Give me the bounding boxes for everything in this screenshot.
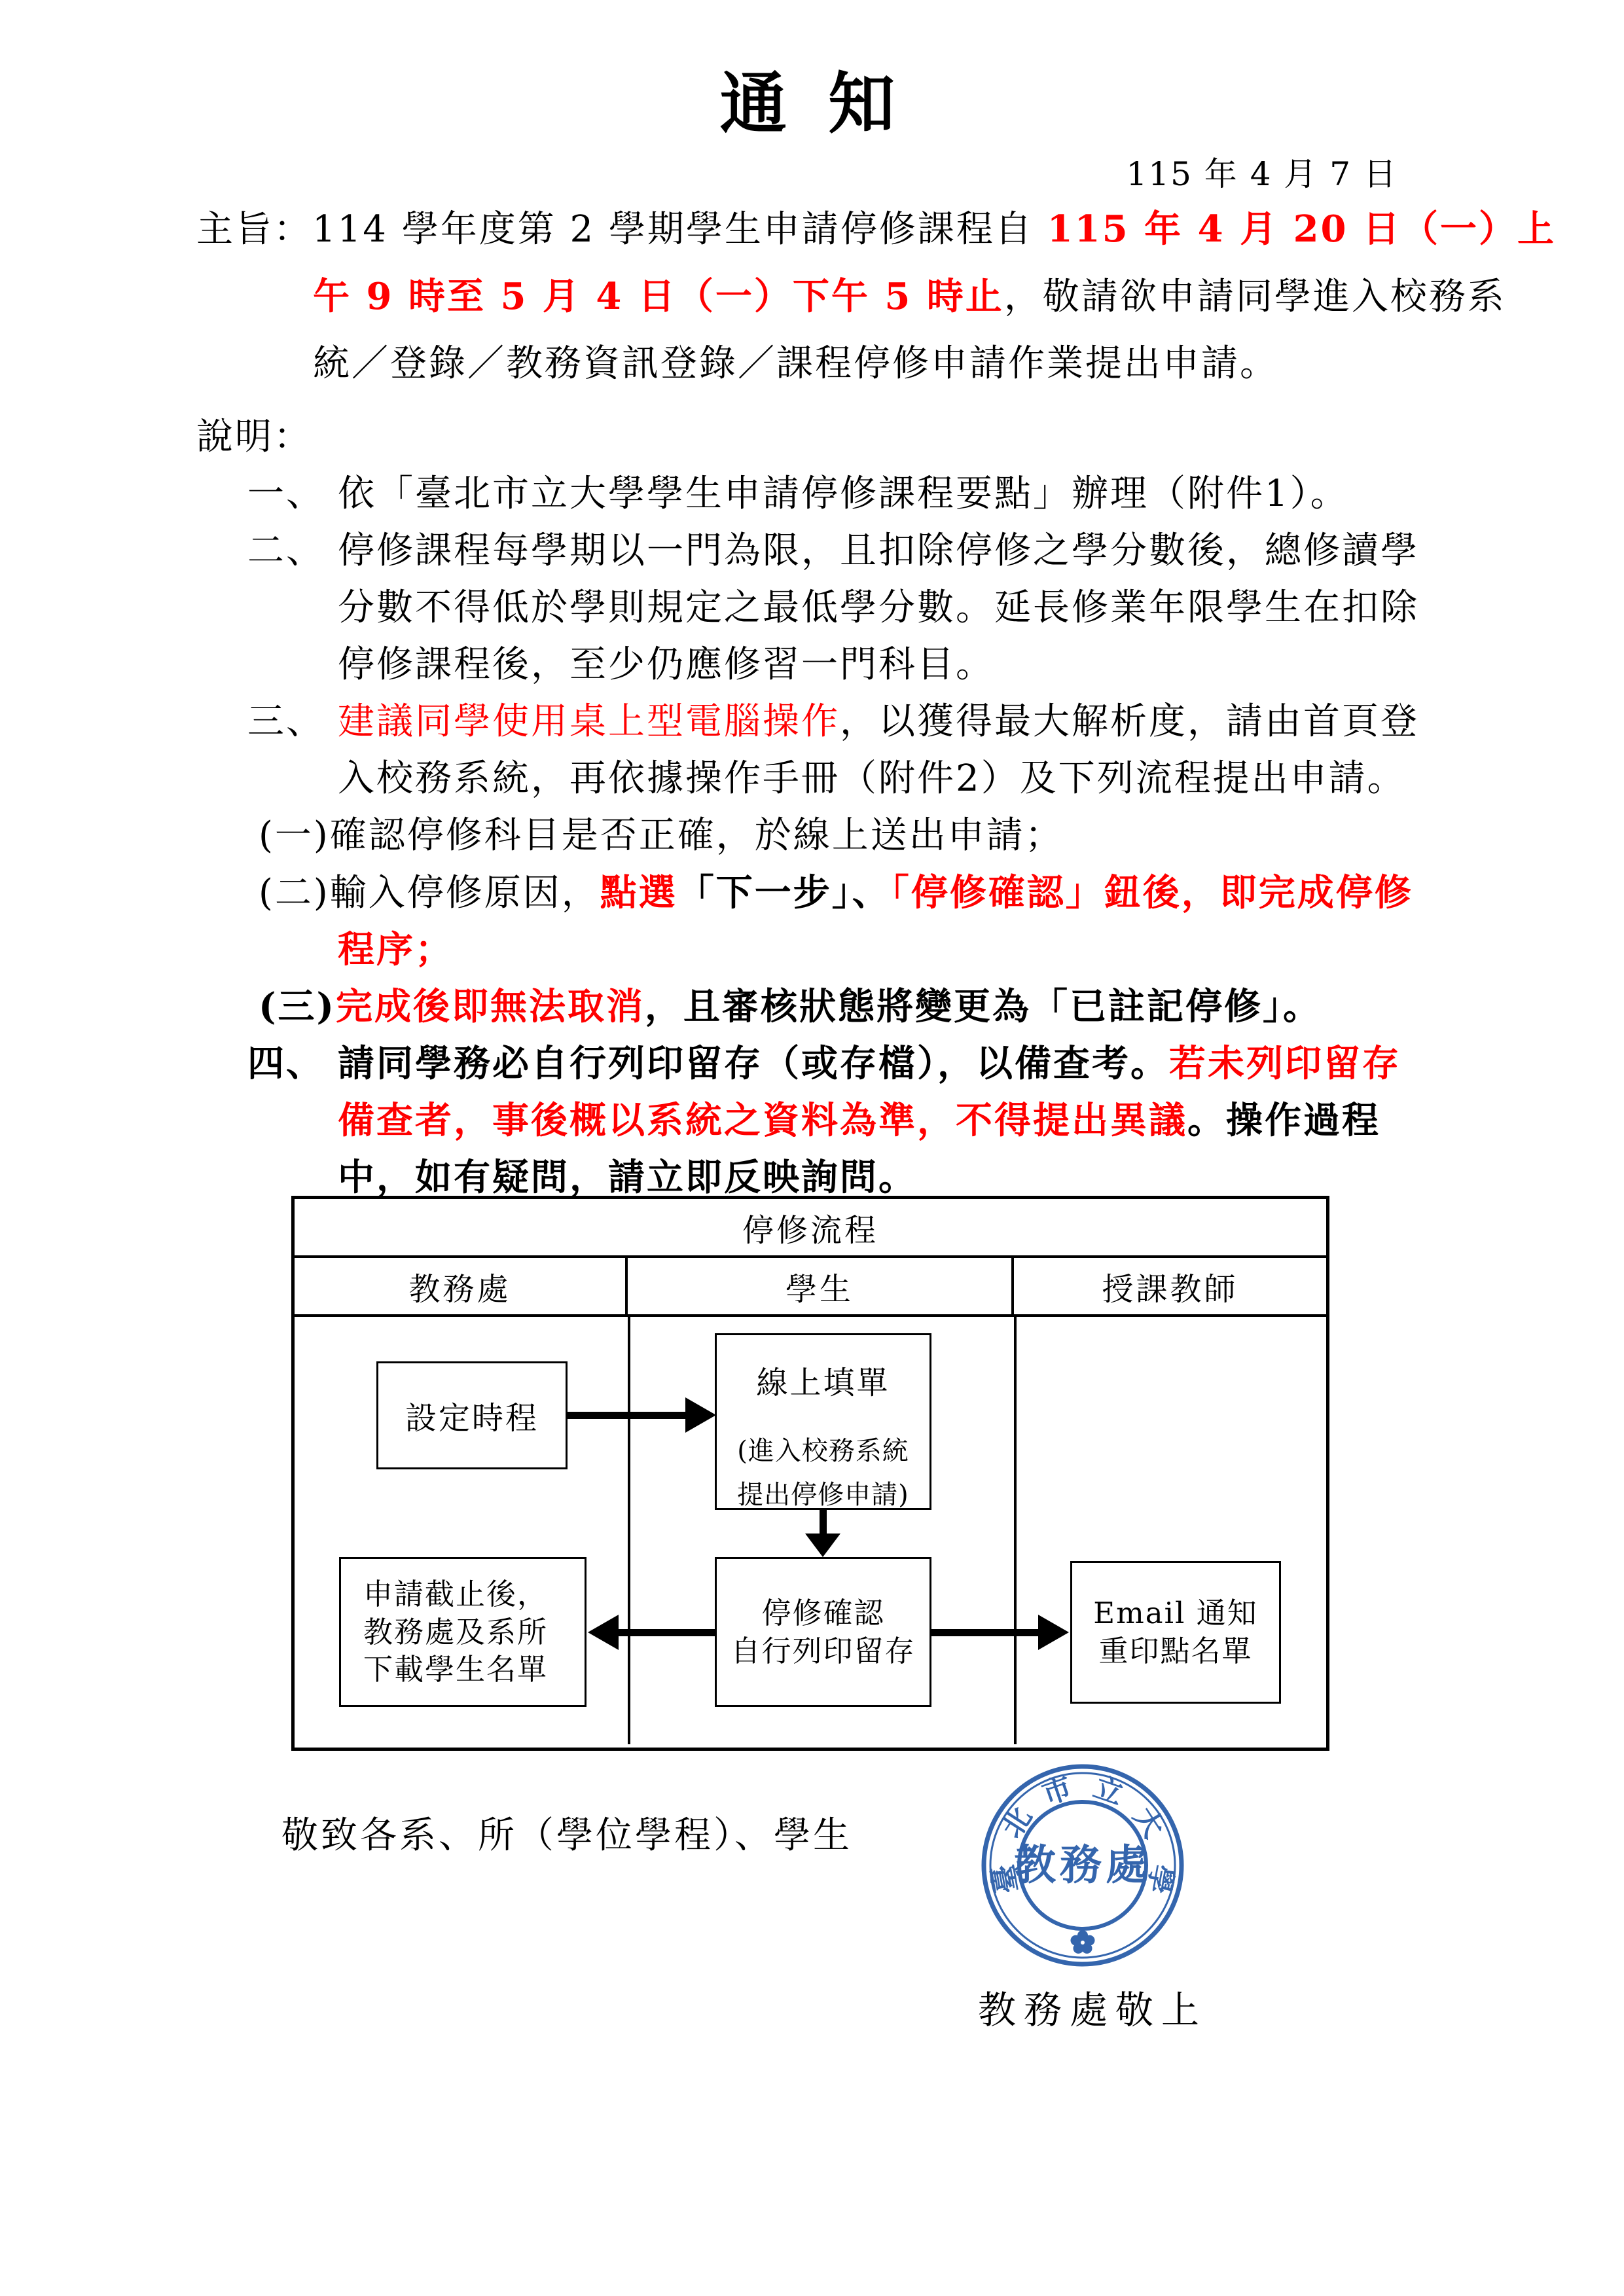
- confirm-print-line-1: 停修確認: [761, 1595, 885, 1630]
- sub-item-3-marker: (三): [259, 985, 336, 1028]
- item-1-marker: 一、: [247, 473, 325, 515]
- flow-box-confirm-print: [715, 1557, 931, 1707]
- flow-box-download-list: [339, 1557, 586, 1707]
- email-notify-line-2: 重印點名單: [1098, 1634, 1253, 1668]
- flow-box-set-schedule: [376, 1361, 568, 1469]
- stamp-ring-char-4: 立: [1089, 1770, 1128, 1812]
- sub-item-2-red-confirm: 「停修確認」鈕後，即完成停修: [890, 871, 1413, 914]
- item-3-marker: 三、: [247, 700, 325, 743]
- item-4-line-2: [338, 1100, 1380, 1142]
- item-1-text: 依「臺北市立大學學生申請停修課程要點」辦理（附件1）。: [338, 473, 1349, 515]
- sub-item-2-next-button-label: 「下一步」、: [677, 871, 891, 914]
- download-list-line-3: 下載學生名單: [363, 1652, 549, 1687]
- signature-line: 教務處敬上: [978, 1988, 1208, 2032]
- page-title: 通 知: [719, 65, 905, 143]
- date: 115 年 4 月 7 日: [1126, 155, 1398, 193]
- stamp-ring-char-5: 大: [1127, 1801, 1170, 1844]
- flowchart-column-registrar: 教務處: [295, 1258, 628, 1314]
- subject-text: ，敬請欲申請同學進入校務系: [1003, 276, 1506, 318]
- sub-item-3-text: ，且審核狀態將變更為「已註記停修」。: [645, 985, 1322, 1028]
- subject-deadline-start: 115 年 4 月 20 日（一）上: [1047, 207, 1556, 251]
- stamp-plum-blossom-icon: [1071, 1930, 1095, 1954]
- stamp-ring-char-2: 北: [995, 1801, 1039, 1844]
- confirm-print-line-2: 自行列印留存: [731, 1633, 916, 1668]
- item-3-line-1: [247, 701, 1419, 743]
- download-list-line-2: 教務處及系所: [363, 1614, 549, 1649]
- sub-item-2-red-click: 點選: [600, 871, 677, 914]
- registrar-office-stamp: [978, 1761, 1187, 1970]
- sub-item-2-marker: (二): [259, 872, 330, 914]
- subject-line-3: 統／登錄／教務資訊登錄／課程停修申請作業提出申請。: [313, 342, 1278, 385]
- item-4-red-text-2: 備查者，事後概以系統之資料為準，不得提出異議: [338, 1099, 1187, 1142]
- sub-item-3-red-text: 完成後即無法取消: [336, 985, 645, 1028]
- stamp-ring-char-6: 學: [1141, 1861, 1180, 1896]
- item-4-line-1: [247, 1043, 1401, 1085]
- explanation-label: 說明：: [196, 416, 312, 458]
- stamp-ring-char-1: 臺: [986, 1861, 1024, 1896]
- download-list-line-1: 申請截止後，: [363, 1577, 549, 1612]
- sub-item-2-text: 輸入停修原因，: [329, 872, 600, 914]
- item-3-red-text: 建議同學使用桌上型電腦操作: [338, 700, 840, 743]
- subject-line-2: [313, 276, 1506, 318]
- item-4-line-3: 中，如有疑問，請立即反映詢問。: [338, 1156, 917, 1199]
- flowchart-divider-2: [1014, 1317, 1017, 1744]
- sub-item-2-line-1: [259, 872, 1413, 914]
- subject-deadline-end: 午 9 時至 5 月 4 日（一）下午 5 時止: [313, 275, 1004, 318]
- subject-text: 114 學年度第 2 學期學生申請停修課程自: [312, 208, 1047, 251]
- item-2-text: 停修課程每學期以一門為限，且扣除停修之學分數後，總修讀學: [338, 529, 1419, 572]
- sub-item-1-marker: (一): [259, 814, 330, 857]
- item-2-marker: 二、: [247, 529, 325, 572]
- flowchart-column-student: 學生: [628, 1258, 1014, 1314]
- item-4-red-text: 若未列印留存: [1169, 1042, 1401, 1085]
- item-1: [247, 473, 1349, 515]
- closing-line: 敬致各系、所（學位學程）、學生: [281, 1814, 852, 1857]
- sub-item-3: [259, 986, 1322, 1028]
- item-3-text: ，以獲得最大解析度，請由首頁登: [840, 700, 1419, 743]
- flow-box-online-form: [715, 1333, 931, 1510]
- item-2-line-1: [247, 530, 1419, 572]
- item-4-text: 請同學務必自行列印留存（或存檔），以備查考。: [338, 1042, 1169, 1085]
- subject-line-1: [196, 208, 1556, 251]
- item-3-line-2: 入校務系統，再依據操作手冊（附件2）及下列流程提出申請。: [338, 757, 1406, 800]
- flowchart-divider-1: [628, 1317, 630, 1744]
- online-form-note-2: 提出停修申請): [737, 1480, 909, 1510]
- item-4-marker: 四、: [247, 1042, 325, 1085]
- sub-item-1-text: 確認停修科目是否正確，於線上送出申請；: [329, 814, 1064, 857]
- stamp-ring-char-3: 市: [1038, 1770, 1077, 1812]
- flow-box-email-notify: [1070, 1561, 1281, 1704]
- online-form-title: 線上填單: [756, 1365, 890, 1401]
- flowchart-title: 停修流程: [295, 1199, 1326, 1258]
- flowchart-header-row: [295, 1258, 1326, 1317]
- subject-label: 主旨：: [196, 208, 312, 251]
- item-4-text-2: 。操作過程: [1187, 1099, 1380, 1142]
- sub-item-1: [259, 815, 1064, 857]
- flowchart-column-teacher: 授課教師: [1102, 1270, 1238, 1308]
- sub-item-2-line-2: 程序；: [338, 928, 454, 971]
- item-2-line-2: 分數不得低於學則規定之最低學分數。延長修業年限學生在扣除: [338, 586, 1419, 629]
- set-schedule-label: 設定時程: [405, 1400, 539, 1437]
- item-2-line-3: 停修課程後，至少仍應修習一門科目。: [338, 643, 994, 686]
- stamp-center-text: 教務處: [1014, 1840, 1151, 1890]
- online-form-note-1: (進入校務系統: [737, 1436, 909, 1466]
- email-notify-line-1: Email 通知: [1093, 1596, 1258, 1631]
